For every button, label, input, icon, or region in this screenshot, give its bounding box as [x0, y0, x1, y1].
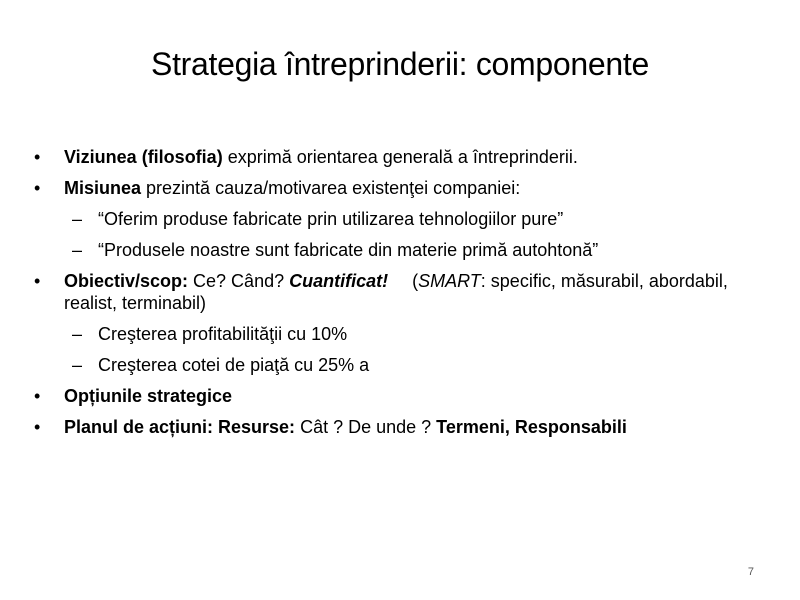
strategic-options-term: Opțiunile strategice	[64, 386, 233, 406]
action-plan-deadlines: Termeni, Responsabili	[436, 417, 627, 437]
action-plan-questions: Cât ? De unde ?	[295, 417, 437, 437]
objective-example-2	[34, 354, 754, 376]
mission-example-2	[34, 239, 754, 261]
smart-term: SMART	[418, 271, 481, 291]
sub-mark: –	[72, 209, 83, 229]
sub-mark: –	[72, 324, 83, 344]
bullet-vision	[34, 146, 754, 168]
bullet-mark: •	[34, 417, 41, 437]
bullet-action-plan	[34, 416, 754, 438]
bullet-objective	[34, 270, 754, 314]
smart-open-paren: (	[412, 271, 419, 291]
action-plan-term: Planul de acțiuni: Resurse:	[64, 417, 296, 437]
objective-example-2-text: Creşterea cotei de piaţă cu 25% a	[98, 355, 370, 375]
bullet-list	[34, 146, 754, 447]
smart-definition: : specific, măsurabil, abordabil, realist, terminabil)	[64, 271, 728, 313]
bullet-mark: •	[34, 178, 41, 198]
mission-example-1-text: “Oferim produse fabricate prin utilizarea tehnologiilor pure”	[98, 209, 564, 229]
sub-mark: –	[72, 355, 83, 375]
objective-quantified: Cuantificat!	[289, 271, 389, 291]
page-number: 7	[747, 566, 754, 578]
objective-example-1	[34, 323, 754, 345]
mission-text: prezintă cauza/motivarea existenţei companiei:	[141, 178, 521, 198]
objective-questions: Ce? Când?	[188, 271, 290, 291]
bullet-mark: •	[34, 386, 41, 406]
slide-title: Strategia întreprinderii: componente	[151, 46, 649, 82]
bullet-mark: •	[34, 147, 41, 167]
bullet-mission	[34, 177, 754, 199]
vision-term: Viziunea (filosofia)	[64, 147, 223, 167]
mission-term: Misiunea	[64, 178, 142, 198]
mission-example-1	[34, 208, 754, 230]
mission-example-2-text: “Produsele noastre sunt fabricate din materie primă autohtonă”	[98, 240, 599, 260]
bullet-mark: •	[34, 271, 41, 291]
sub-mark: –	[72, 240, 83, 260]
bullet-strategic-options	[34, 385, 754, 407]
vision-text: exprimă orientarea generală a întreprinderii.	[222, 147, 578, 167]
objective-example-1-text: Creşterea profitabilităţii cu 10%	[98, 324, 348, 344]
objective-term: Obiectiv/scop:	[64, 271, 189, 291]
